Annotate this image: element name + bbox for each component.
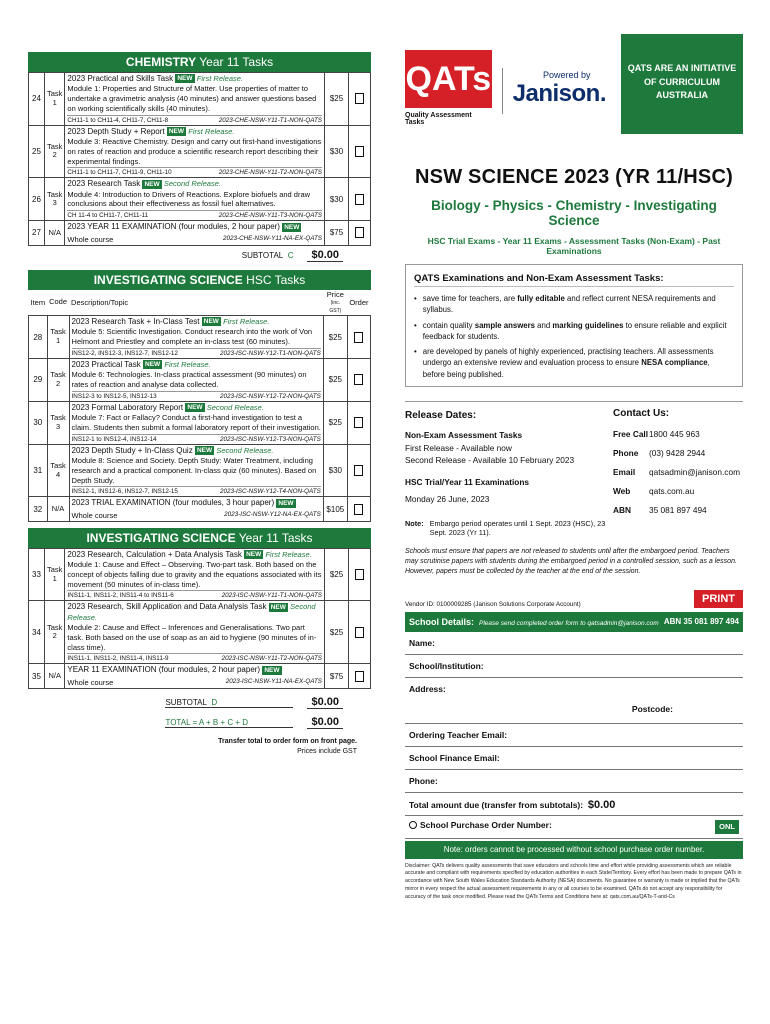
- total-due-value[interactable]: $0.00: [587, 798, 616, 811]
- order-cell: [349, 664, 371, 688]
- inv-y11-header: INVESTIGATING SCIENCE Year 11 Tasks: [28, 528, 371, 548]
- task-title: 2023 Research Task: [67, 179, 141, 189]
- outcome-refs: [67, 210, 322, 219]
- right-column: [405, 50, 743, 901]
- task-row: [29, 358, 371, 401]
- new-badge: NEW: [145, 361, 161, 369]
- item-number: 32: [29, 497, 48, 521]
- task-title: 2023 Research Task + In-Class Test: [71, 317, 200, 327]
- item-number: 29: [29, 358, 48, 401]
- task-row: [29, 548, 371, 601]
- task-row: [29, 401, 371, 444]
- new-badge: NEW: [246, 551, 262, 559]
- task-title: 2023 Practical Task: [71, 359, 141, 369]
- exam-title: YEAR 11 EXAMINATION (four modules, 2 hour paper): [67, 665, 261, 675]
- janison-logo: Powered by Janison.: [512, 70, 606, 107]
- institution-field[interactable]: School/Institution:: [405, 655, 743, 678]
- teacher-email-field[interactable]: Ordering Teacher Email:: [405, 724, 743, 747]
- price: $25: [325, 548, 349, 601]
- embargo-note: Note: Embargo period operates until 1 Sept. 2023 (HSC), 23 Sept. 2023 (Yr 11).: [405, 519, 606, 538]
- inv-y11-table: [28, 548, 371, 689]
- product-code: 2023-ISC-NSW-Y11-T1-NON-QATS: [221, 592, 322, 600]
- task-title: 2023 Depth Study + In-Class Quiz: [71, 445, 193, 455]
- chem-subtotal: SUBTOTAL C $0.00: [28, 246, 371, 266]
- task-detail: Module 3: Reactive Chemistry. Design and carry out first-hand investigations on rates of reaction and produce a scientific research report describing their experimental findings.: [67, 137, 322, 166]
- print-button[interactable]: PRINT: [694, 590, 743, 608]
- task-description: [69, 444, 323, 497]
- task-title: 2023 Research, Skill Application and Data Analysis Task: [67, 602, 267, 612]
- order-checkbox[interactable]: [355, 93, 364, 104]
- col-price-header: Price (inc. GST): [326, 289, 344, 315]
- task-code: Task 1: [47, 316, 69, 359]
- web-link[interactable]: qats.com.au: [649, 486, 695, 497]
- product-code: 2023-CHE-NSW-Y11-T1-NON-QATS: [218, 116, 322, 124]
- task-detail: Module 1: Cause and Effect – Observing. Two-part task. Both based on the concept of objects falling due to gravity and the equations associated with its movement (50 minutes of in-class time).: [67, 560, 322, 589]
- new-badge: NEW: [168, 128, 185, 136]
- product-code: 2023-ISC-NSW-Y12-NA-EX-QATS: [224, 510, 321, 518]
- order-cell: [349, 178, 371, 221]
- finance-email-field[interactable]: School Finance Email:: [405, 747, 743, 770]
- col-item-header: Item: [30, 297, 46, 307]
- product-code: 2023-CHE-NSW-Y11-NA-EX-QATS: [222, 234, 322, 242]
- price: $105: [323, 497, 347, 521]
- task-code: N/A: [47, 497, 69, 521]
- new-badge: NEW: [203, 318, 219, 326]
- price: $75: [325, 664, 349, 688]
- new-badge: NEW: [177, 75, 193, 83]
- inv-hsc-table: [28, 290, 371, 522]
- col-desc-header: Description/Topic: [71, 297, 129, 307]
- task-row: [29, 125, 371, 178]
- chemistry-table: [28, 72, 371, 246]
- order-cell: [347, 316, 370, 359]
- phone-field[interactable]: Phone:: [405, 770, 743, 793]
- new-badge: NEW: [196, 447, 213, 455]
- onl-badge: ONL: [715, 820, 739, 834]
- page-title: NSW SCIENCE 2023 (YR 11/HSC): [415, 166, 733, 188]
- order-cell: [349, 221, 371, 245]
- task-detail: Module 7: Fact or Fallacy? Conduct a first-hand investigation to test a claim. Students then submit a formal laboratory report of their investigation.: [71, 413, 321, 432]
- order-form: [405, 632, 743, 839]
- item-number: 26: [29, 178, 45, 221]
- release-contact: [405, 401, 743, 515]
- task-code: Task 2: [45, 601, 65, 664]
- grand-total-value[interactable]: $0.00: [307, 716, 343, 729]
- d-subtotal-value[interactable]: $0.00: [307, 696, 343, 709]
- task-title: 2023 Depth Study + Report: [67, 126, 165, 136]
- disclaimer: Disclaimer: QATs delivers quality assessments that save educators and schools time and effort while providing assessments which are reliable accurate and compliant with requirements specified by education authorities in each State/Territory. Every effort has been made to prepare QATs in accordance with New South Wales Education Standards Authority (NESA) documents. No guarantee or warranty is made or implied that the QATs mirror in every respect the actual assessment requirements in any or all courses to be examined. QATs do not accept any responsibility for accuracy of the task once modified. Please read the QATs Terms and Conditions here at: qats.com.au/QATs-T-and-Cs: [405, 862, 742, 900]
- exam-scope: Whole course: [67, 677, 114, 687]
- item-number: 27: [29, 221, 45, 245]
- email-link[interactable]: qatsadmin@janison.com: [649, 467, 740, 478]
- task-detail: Module 6: Technologies. In-class practical assessment (90 minutes) on rates of reaction and analyse data collected.: [71, 370, 307, 390]
- new-badge: NEW: [187, 404, 203, 412]
- postcode-label: Postcode:: [631, 703, 673, 714]
- exam-row: [29, 497, 371, 521]
- qats-bullet-1: • save time for teachers, are fully editable and reflect current NESA requirements and syllabus.: [414, 294, 716, 315]
- task-row: [29, 316, 371, 359]
- order-checkbox[interactable]: [355, 227, 364, 238]
- task-code: N/A: [45, 221, 65, 245]
- task-row: [29, 444, 371, 497]
- outcome-refs: [72, 348, 321, 357]
- order-checkbox[interactable]: [354, 374, 363, 385]
- product-code: 2023-ISC-NSW-Y12-T4-NON-QATS: [219, 488, 321, 496]
- chemistry-header: CHEMISTRY Year 11 Tasks: [28, 52, 371, 72]
- price: $25: [325, 601, 349, 664]
- order-checkbox[interactable]: [354, 504, 363, 515]
- exam-description: [65, 664, 325, 688]
- brand-row: [405, 50, 743, 138]
- exam-description: [65, 221, 325, 245]
- item-number: 33: [29, 548, 45, 601]
- release-label: First Release.: [196, 74, 244, 83]
- order-checkbox[interactable]: [355, 146, 364, 157]
- new-badge: NEW: [278, 499, 294, 507]
- task-description: [69, 358, 323, 401]
- order-cell: [349, 548, 371, 601]
- total-due-row: Total amount due (transfer from subtotals): $0.00: [405, 793, 743, 816]
- note-bar: Note: orders cannot be processed without school purchase order number.: [405, 841, 743, 859]
- price: $30: [323, 444, 347, 497]
- release-label: First Release.: [223, 317, 270, 327]
- product-code: 2023-ISC-NSW-Y11-T2-NON-QATS: [221, 655, 322, 663]
- task-detail: Module 1: Properties and Structure of Matter. Use properties of matter to undertake a gravimetric analysis (40 minutes) and answer questions based on working scientifically skills (40 minutes).: [67, 84, 317, 113]
- embargo-text: Schools must ensure that papers are not released to students until after the embargoed period. Teachers may scrutinise papers with students during the embargoed period in a controlled session, such as a lesson. However, papers must be collected by the teacher at the end of the session.: [405, 548, 737, 576]
- left-column: [28, 52, 371, 756]
- subtitle: HSC Trial Exams - Year 11 Exams - Assessment Tasks (Non-Exam) - Past Examinations: [427, 236, 721, 256]
- initiative-badge: QATS ARE AN INITIATIVE OF CURRICULUM AUSTRALIA: [621, 34, 743, 134]
- outcome-refs: [72, 391, 321, 400]
- syllabus-outcomes: INS11-1, INS11-2, INS11-4 to INS11-6: [67, 592, 174, 600]
- task-description: [65, 73, 325, 126]
- task-description: [65, 601, 325, 664]
- syllabus-outcomes: CH11-1 to CH11-4, CH11-7, CH11-8: [67, 116, 169, 124]
- product-code: 2023-CHE-NSW-Y11-T3-NON-QATS: [218, 212, 322, 220]
- inv-hsc-header: INVESTIGATING SCIENCE HSC Tasks: [28, 270, 371, 290]
- qats-info-box: QATS Examinations and Non-Exam Assessment Tasks: • save time for teachers, are fully editable and reflect current NESA requirements and syllabus. • contain quality sample answers and marking guidelines to ensure reliable and explicit feedback for students. • are developed by panels of highly experienced, practising teachers. All assessments undergo an extensive review and evaluation process to ensure NESA compliance, before being published.: [405, 264, 743, 387]
- release-label: First Release.: [188, 126, 235, 136]
- item-number: 35: [29, 664, 45, 688]
- order-checkbox[interactable]: [354, 332, 363, 343]
- po-field[interactable]: School Purchase Order Number:: [409, 820, 552, 838]
- release-label: First Release.: [164, 359, 211, 369]
- task-title: 2023 Formal Laboratory Report: [71, 402, 184, 412]
- order-checkbox[interactable]: [354, 417, 363, 428]
- task-description: [69, 401, 323, 444]
- outcome-refs: [67, 653, 322, 662]
- syllabus-outcomes: INS12-2, INS12-3, INS12-7, INS12-12: [71, 349, 178, 357]
- order-cell: [349, 125, 371, 178]
- task-detail: Module 8: Science and Society. Depth Study: Water Treatment, including research and a practical component. In-class quiz (60 minutes). Based on Depth Study.: [71, 456, 317, 485]
- item-number: 30: [29, 401, 48, 444]
- exam-row: [29, 221, 371, 245]
- task-code: Task 1: [45, 73, 65, 126]
- release-label: First Release.: [265, 549, 312, 559]
- exam-title: 2023 YEAR 11 EXAMINATION (four modules, 2 hour paper): [67, 222, 280, 232]
- price: $75: [325, 221, 349, 245]
- order-checkbox[interactable]: [355, 671, 364, 682]
- col-order-header: Order: [349, 297, 369, 307]
- task-description: [65, 178, 325, 221]
- task-row: [29, 601, 371, 664]
- price: $30: [325, 125, 349, 178]
- price: $25: [323, 316, 347, 359]
- school-details-bar: School Details: Please send completed order form to qatsadmin@janison.com ABN 35 081 897 494: [405, 612, 743, 632]
- grand-total: TOTAL = A + B + C + D $0.00: [28, 713, 371, 733]
- order-checkbox[interactable]: [354, 465, 363, 476]
- footer-note: Transfer total to order form on front page. Prices include GST: [218, 737, 357, 755]
- d-subtotal: SUBTOTAL D $0.00: [28, 693, 371, 713]
- outcome-refs: [67, 115, 322, 124]
- task-title: 2023 Practical and Skills Task: [67, 74, 174, 83]
- outcome-refs: [67, 590, 322, 599]
- outcome-refs: [72, 486, 321, 495]
- order-checkbox[interactable]: [355, 569, 364, 580]
- po-radio[interactable]: [409, 821, 417, 829]
- order-cell: [347, 444, 370, 497]
- outcome-refs: [72, 434, 321, 443]
- price: $30: [325, 178, 349, 221]
- po-row: [405, 816, 743, 839]
- exam-scope: Whole course: [67, 234, 114, 244]
- syllabus-outcomes: INS11-1, INS11-2, INS11-4, INS11-9: [67, 655, 169, 663]
- release-label: Second Release.: [206, 402, 264, 412]
- task-code: Task 2: [45, 125, 65, 178]
- qats-bullet-3: • are developed by panels of highly experienced, practising teachers. All assessments undergo an extensive review and evaluation process to ensure NESA compliance, before being published.: [414, 347, 714, 379]
- task-code: Task 3: [47, 401, 69, 444]
- name-field[interactable]: Name:: [405, 632, 743, 655]
- exam-description: [69, 497, 323, 521]
- syllabus-outcomes: INS12-1 to INS12-4, INS12-14: [71, 435, 157, 443]
- task-detail: Module 2: Cause and Effect – Inferences and Generalisations. Two part task. Both based on the use of soap as an aid to hygiene (90 minutes of in-class time).: [67, 623, 317, 652]
- syllabus-outcomes: CH 11-4 to CH11-7, CH11-11: [67, 212, 149, 220]
- item-number: 34: [29, 601, 45, 664]
- col-code-header: Code: [49, 297, 68, 306]
- task-title: 2023 Research, Calculation + Data Analysis Task: [67, 549, 242, 559]
- product-code: 2023-ISC-NSW-Y12-T3-NON-QATS: [219, 435, 321, 443]
- item-number: 25: [29, 125, 45, 178]
- syllabus-outcomes: INS12-3 to INS12-5, INS12-13: [71, 392, 157, 400]
- syllabus-outcomes: CH11-1 to CH11-7, CH11-9, CH11-10: [67, 169, 172, 177]
- order-checkbox[interactable]: [355, 194, 364, 205]
- product-code: 2023-CHE-NSW-Y11-T2-NON-QATS: [218, 169, 322, 177]
- exam-scope: Whole course: [71, 510, 118, 520]
- new-badge: NEW: [264, 666, 280, 674]
- item-number: 28: [29, 316, 48, 359]
- exam-row: [29, 664, 371, 688]
- new-badge: NEW: [270, 603, 286, 611]
- price: $25: [323, 401, 347, 444]
- address-field[interactable]: Address: Postcode:: [405, 678, 743, 724]
- outcome-refs: [67, 167, 322, 176]
- task-code: N/A: [45, 664, 65, 688]
- product-code: 2023-ISC-NSW-Y12-T1-NON-QATS: [219, 349, 321, 357]
- qats-bullet-2: • contain quality sample answers and marking guidelines to ensure reliable and explicit feedback for students.: [414, 320, 727, 341]
- task-description: [65, 125, 325, 178]
- product-code: 2023-ISC-NSW-Y11-NA-EX-QATS: [225, 677, 322, 685]
- task-code: Task 1: [45, 548, 65, 601]
- task-code: Task 4: [47, 444, 69, 497]
- exam-title: 2023 TRIAL EXAMINATION (four modules, 3 hour paper): [71, 498, 275, 508]
- chem-subtotal-value[interactable]: $0.00: [307, 249, 343, 262]
- new-badge: NEW: [284, 223, 300, 231]
- task-description: [65, 548, 325, 601]
- task-row: [29, 178, 371, 221]
- vendor-id: Vendor ID: 0100009285 (Janison Solutions Corporate Account): [405, 600, 581, 608]
- task-description: [69, 316, 323, 359]
- product-code: 2023-ISC-NSW-Y12-T2-NON-QATS: [219, 392, 321, 400]
- task-detail: Module 4: Introduction to Drivers of Reactions. Explore biofuels and draw conclusions about their effectiveness as fossil fuel alternatives.: [67, 189, 311, 209]
- release-label: Second Release.: [67, 602, 316, 622]
- order-cell: [347, 401, 370, 444]
- syllabus-outcomes: INS12-1, INS12-6, INS12-7, INS12-15: [71, 488, 178, 496]
- item-number: 24: [29, 73, 45, 126]
- order-cell: [347, 497, 370, 521]
- task-detail: Module 5: Scientific Investigation. Conduct research into the work of Von Helmont and Priestley and complete an in-class test (60 minutes).: [71, 327, 313, 347]
- task-code: Task 3: [45, 178, 65, 221]
- order-cell: [349, 73, 371, 126]
- release-label: Second Release.: [163, 179, 221, 189]
- price: $25: [323, 358, 347, 401]
- qats-logo: QATs Quality Assessment Tasks: [405, 50, 492, 126]
- release-dates: Release Dates: Non-Exam Assessment Tasks First Release - Available now Second Release - Available 10 February 2023 HSC Trial/Year 11 Examinations Monday 26 June, 2023: [405, 410, 575, 504]
- release-label: Second Release.: [216, 445, 274, 455]
- order-cell: [347, 358, 370, 401]
- task-row: [29, 73, 371, 126]
- contact-us: Contact Us: Free Call 1800 445 963 Phone (03) 9428 2944 Email qatsadmin@janison.com Web qats.com.au ABN 35 081 897 494: [613, 408, 740, 516]
- task-code: Task 2: [47, 358, 69, 401]
- item-number: 31: [29, 444, 48, 497]
- new-badge: NEW: [144, 180, 160, 188]
- order-checkbox[interactable]: [355, 627, 364, 638]
- price: $25: [325, 73, 349, 126]
- subjects: Biology - Physics - Chemistry - Investigating Science: [431, 198, 717, 228]
- order-cell: [349, 601, 371, 664]
